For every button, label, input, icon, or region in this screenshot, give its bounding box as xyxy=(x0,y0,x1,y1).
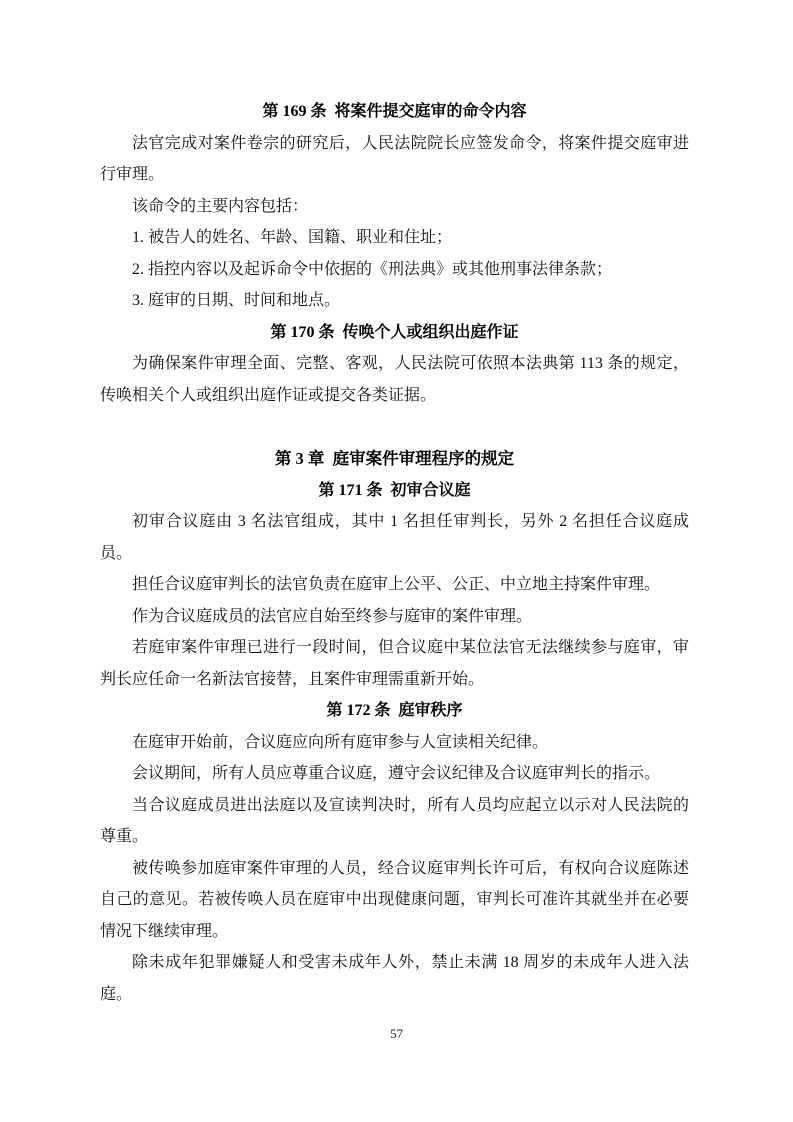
paragraph: 法官完成对案件卷宗的研究后，人民法院院长应签发命令，将案件提交庭审进行审理。 xyxy=(100,134,689,183)
chapter-heading-3: 第 3 章 庭审案件审理程序的规定 xyxy=(274,449,515,468)
paragraph: 会议期间，所有人员应尊重合议庭，遵守会议纪律及合议庭审判长的指示。 xyxy=(132,765,661,782)
paragraph: 作为合议庭成员的法官应自始至终参与庭审的案件审理。 xyxy=(132,607,533,625)
paragraph: 当合议庭成员进出法庭以及宣读判决时，所有人员均应起立以示对人民法院的尊重。 xyxy=(100,796,689,845)
paragraph: 若庭审案件审理已进行一段时间，但合议庭中某位法官无法继续参与庭审，审判长应任命一名新法官接替，且案件审理需重新开始。 xyxy=(100,639,689,688)
list-item-2: 2. 指控内容以及起诉命令中依据的《刑法典》或其他刑事法律条款； xyxy=(132,260,613,278)
article-heading-170: 第 170 条 传唤个人或组织出庭作证 xyxy=(270,323,519,341)
paragraph: 该命令的主要内容包括： xyxy=(132,197,309,215)
paragraph: 被传唤参加庭审案件审理的人员，经合议庭审判长许可后，有权向合议庭陈述自己的意见。若被传唤人员在庭审中出现健康问题，审判长可准许其就坐并在必要情况下继续审理。 xyxy=(100,859,689,940)
article-heading-169: 第 169 条 将案件提交庭审的命令内容 xyxy=(262,103,527,120)
article-heading-172: 第 172 条 庭审秩序 xyxy=(326,702,463,719)
page-number: 57 xyxy=(390,1026,403,1041)
paragraph: 初审合议庭由 3 名法官组成，其中 1 名担任审判长，另外 2 名担任合议庭成员。 xyxy=(100,513,689,562)
article-heading-171: 第 171 条 初审合议庭 xyxy=(318,481,471,499)
paragraph: 为确保案件审理全面、完整、客观，人民法院可依照本法典第 113 条的规定，传唤相关个人或组织出庭作证或提交各类证据。 xyxy=(100,355,689,404)
paragraph: 担任合议庭审判长的法官负责在庭审上公平、公正、中立地主持案件审理。 xyxy=(132,576,661,593)
paragraph: 除未成年犯罪嫌疑人和受害未成年人外，禁止未满 18 周岁的未成年人进入法庭。 xyxy=(100,954,689,1003)
list-item-3: 3. 庭审的日期、时间和地点。 xyxy=(132,292,341,309)
paragraph: 在庭审开始前，合议庭应向所有庭审参与人宣读相关纪律。 xyxy=(132,733,549,751)
list-item-1: 1. 被告人的姓名、年龄、国籍、职业和住址； xyxy=(132,229,453,246)
